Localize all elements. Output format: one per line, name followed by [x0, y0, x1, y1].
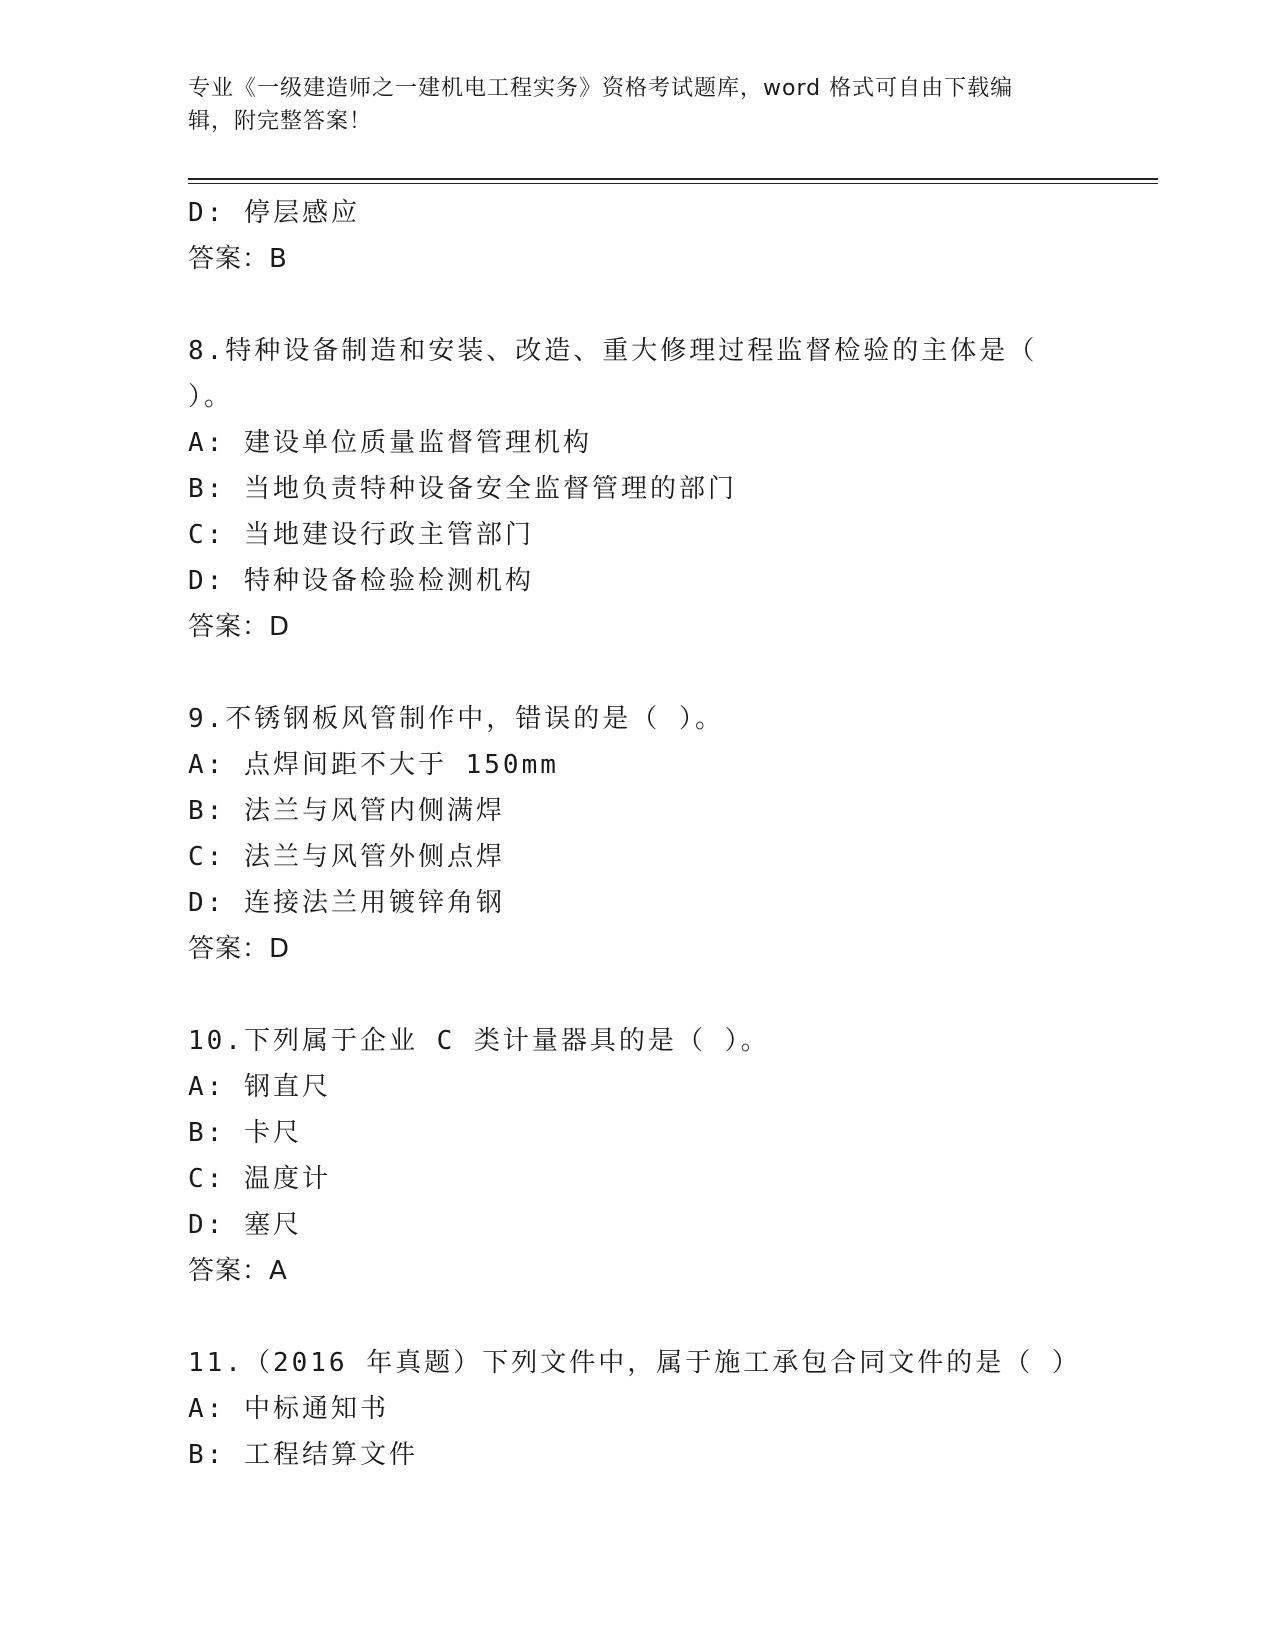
spacer — [188, 972, 1088, 1018]
q11-stem: 11.（2016 年真题）下列文件中，属于施工承包合同文件的是（ ） — [188, 1348, 1081, 1378]
q9-option-a: A: 点焊间距不大于 150mm — [188, 750, 559, 780]
q10-answer: 答案：A — [188, 1256, 288, 1286]
spacer — [188, 282, 1088, 328]
q10-option-c: C: 温度计 — [188, 1164, 331, 1194]
q8-answer: 答案：D — [188, 612, 291, 642]
q8-stem-line-1: 8.特种设备制造和安装、改造、重大修理过程监督检验的主体是（ — [188, 336, 1038, 366]
q9-answer: 答案：D — [188, 934, 291, 964]
q10-option-b: B: 卡尺 — [188, 1118, 302, 1148]
q11-option-a: A: 中标通知书 — [188, 1394, 389, 1424]
spacer — [188, 1294, 1088, 1340]
q7-answer: 答案：B — [188, 244, 288, 274]
q9-option-d: D: 连接法兰用镀锌角钢 — [188, 888, 505, 918]
q8-option-a: A: 建设单位质量监督管理机构 — [188, 428, 592, 458]
q7-option-d: D: 停层感应 — [188, 198, 360, 228]
header-rule-thin — [188, 183, 1158, 184]
q8-option-c: C: 当地建设行政主管部门 — [188, 520, 534, 550]
header-line-1: 专业《一级建造师之一建机电工程实务》资格考试题库，word 格式可自由下载编 — [188, 76, 1014, 101]
q11-option-b: B: 工程结算文件 — [188, 1440, 418, 1470]
document-header — [188, 72, 1088, 138]
spacer — [188, 650, 1088, 696]
q10-option-d: D: 塞尺 — [188, 1210, 302, 1240]
q8-stem-line-2: ）。 — [188, 382, 234, 412]
q9-option-b: B: 法兰与风管内侧满焊 — [188, 796, 505, 826]
q9-option-c: C: 法兰与风管外侧点焊 — [188, 842, 505, 872]
q9-stem: 9.不锈钢板风管制作中，错误的是（ ）。 — [188, 704, 724, 734]
q10-stem: 10.下列属于企业 C 类计量器具的是（ ）。 — [188, 1026, 770, 1056]
q10-option-a: A: 钢直尺 — [188, 1072, 331, 1102]
question-list — [188, 190, 1088, 1478]
q8-option-d: D: 特种设备检验检测机构 — [188, 566, 534, 596]
q8-option-b: B: 当地负责特种设备安全监督管理的部门 — [188, 474, 737, 504]
header-line-2: 辑，附完整答案！ — [188, 109, 373, 134]
header-rule-thick — [188, 178, 1158, 180]
